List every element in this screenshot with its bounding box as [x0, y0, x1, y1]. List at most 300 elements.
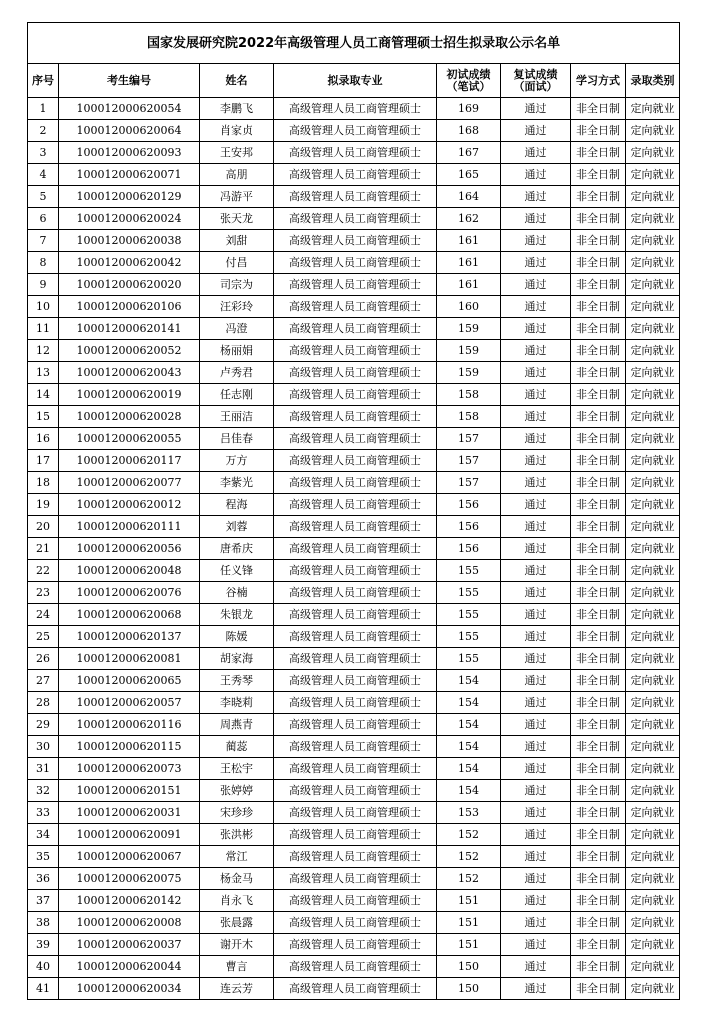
- cell-retest-result: 通过: [501, 494, 571, 516]
- cell-name: 高朋: [200, 164, 274, 186]
- cell-exam-id: 100012000620034: [59, 978, 200, 1000]
- cell-retest-result: 通过: [501, 538, 571, 560]
- cell-retest-result: 通过: [501, 318, 571, 340]
- cell-seq: 25: [28, 626, 59, 648]
- cell-admission-type: 定向就业: [626, 296, 680, 318]
- cell-seq: 29: [28, 714, 59, 736]
- table-row: [28, 186, 680, 208]
- cell-seq: 14: [28, 384, 59, 406]
- document-title: 国家发展研究院2022年高级管理人员工商管理硕士招生拟录取公示名单: [28, 23, 680, 64]
- cell-initial-score: 165: [437, 164, 501, 186]
- cell-study-mode: 非全日制: [571, 274, 626, 296]
- cell-seq: 26: [28, 648, 59, 670]
- cell-study-mode: 非全日制: [571, 208, 626, 230]
- cell-major: 高级管理人员工商管理硕士: [274, 582, 437, 604]
- cell-admission-type: 定向就业: [626, 692, 680, 714]
- cell-name: 程海: [200, 494, 274, 516]
- cell-initial-score: 152: [437, 846, 501, 868]
- table-row: [28, 934, 680, 956]
- table-row: [28, 164, 680, 186]
- cell-seq: 36: [28, 868, 59, 890]
- table-row: [28, 890, 680, 912]
- table-row: [28, 98, 680, 120]
- table-row: [28, 230, 680, 252]
- cell-initial-score: 156: [437, 538, 501, 560]
- cell-admission-type: 定向就业: [626, 230, 680, 252]
- cell-major: 高级管理人员工商管理硕士: [274, 230, 437, 252]
- cell-exam-id: 100012000620115: [59, 736, 200, 758]
- cell-name: 汪彩玲: [200, 296, 274, 318]
- cell-major: 高级管理人员工商管理硕士: [274, 164, 437, 186]
- cell-seq: 27: [28, 670, 59, 692]
- cell-initial-score: 168: [437, 120, 501, 142]
- cell-study-mode: 非全日制: [571, 868, 626, 890]
- cell-seq: 39: [28, 934, 59, 956]
- cell-exam-id: 100012000620075: [59, 868, 200, 890]
- cell-name: 付昌: [200, 252, 274, 274]
- cell-seq: 2: [28, 120, 59, 142]
- table-row: [28, 714, 680, 736]
- cell-seq: 35: [28, 846, 59, 868]
- cell-major: 高级管理人员工商管理硕士: [274, 450, 437, 472]
- cell-name: 吕佳春: [200, 428, 274, 450]
- table-row: [28, 648, 680, 670]
- table-row: [28, 450, 680, 472]
- cell-initial-score: 161: [437, 252, 501, 274]
- cell-initial-score: 151: [437, 912, 501, 934]
- cell-admission-type: 定向就业: [626, 978, 680, 1000]
- cell-name: 张婷婷: [200, 780, 274, 802]
- cell-exam-id: 100012000620093: [59, 142, 200, 164]
- cell-major: 高级管理人员工商管理硕士: [274, 604, 437, 626]
- cell-exam-id: 100012000620024: [59, 208, 200, 230]
- cell-name: 王松宇: [200, 758, 274, 780]
- cell-retest-result: 通过: [501, 98, 571, 120]
- cell-exam-id: 100012000620055: [59, 428, 200, 450]
- table-row: [28, 670, 680, 692]
- table-row: [28, 252, 680, 274]
- cell-retest-result: 通过: [501, 604, 571, 626]
- cell-admission-type: 定向就业: [626, 406, 680, 428]
- cell-retest-result: 通过: [501, 648, 571, 670]
- cell-study-mode: 非全日制: [571, 824, 626, 846]
- cell-seq: 9: [28, 274, 59, 296]
- cell-seq: 7: [28, 230, 59, 252]
- cell-study-mode: 非全日制: [571, 120, 626, 142]
- cell-name: 陈媛: [200, 626, 274, 648]
- cell-name: 常江: [200, 846, 274, 868]
- table-row: [28, 956, 680, 978]
- cell-seq: 37: [28, 890, 59, 912]
- cell-initial-score: 154: [437, 780, 501, 802]
- cell-exam-id: 100012000620008: [59, 912, 200, 934]
- cell-study-mode: 非全日制: [571, 98, 626, 120]
- cell-admission-type: 定向就业: [626, 912, 680, 934]
- cell-seq: 13: [28, 362, 59, 384]
- cell-admission-type: 定向就业: [626, 274, 680, 296]
- cell-retest-result: 通过: [501, 450, 571, 472]
- cell-admission-type: 定向就业: [626, 186, 680, 208]
- cell-name: 任志刚: [200, 384, 274, 406]
- header-initial-score: [437, 64, 501, 98]
- table-row: [28, 978, 680, 1000]
- cell-exam-id: 100012000620151: [59, 780, 200, 802]
- cell-initial-score: 152: [437, 868, 501, 890]
- cell-study-mode: 非全日制: [571, 714, 626, 736]
- cell-initial-score: 155: [437, 560, 501, 582]
- cell-seq: 5: [28, 186, 59, 208]
- cell-exam-id: 100012000620028: [59, 406, 200, 428]
- cell-major: 高级管理人员工商管理硕士: [274, 274, 437, 296]
- table-row: [28, 472, 680, 494]
- cell-major: 高级管理人员工商管理硕士: [274, 252, 437, 274]
- cell-name: 卢秀君: [200, 362, 274, 384]
- cell-major: 高级管理人员工商管理硕士: [274, 714, 437, 736]
- cell-study-mode: 非全日制: [571, 384, 626, 406]
- cell-name: 司宗为: [200, 274, 274, 296]
- cell-seq: 28: [28, 692, 59, 714]
- cell-major: 高级管理人员工商管理硕士: [274, 758, 437, 780]
- cell-seq: 23: [28, 582, 59, 604]
- cell-initial-score: 150: [437, 956, 501, 978]
- cell-retest-result: 通过: [501, 714, 571, 736]
- cell-retest-result: 通过: [501, 340, 571, 362]
- cell-study-mode: 非全日制: [571, 362, 626, 384]
- cell-major: 高级管理人员工商管理硕士: [274, 934, 437, 956]
- cell-study-mode: 非全日制: [571, 780, 626, 802]
- header-retest-line1: 复试成绩: [513, 67, 558, 81]
- cell-initial-score: 150: [437, 978, 501, 1000]
- cell-seq: 4: [28, 164, 59, 186]
- cell-admission-type: 定向就业: [626, 516, 680, 538]
- cell-admission-type: 定向就业: [626, 142, 680, 164]
- cell-retest-result: 通过: [501, 230, 571, 252]
- header-study-mode: 学习方式: [571, 64, 626, 98]
- cell-major: 高级管理人员工商管理硕士: [274, 494, 437, 516]
- cell-admission-type: 定向就业: [626, 868, 680, 890]
- table-row: [28, 912, 680, 934]
- cell-name: 任义锋: [200, 560, 274, 582]
- cell-admission-type: 定向就业: [626, 494, 680, 516]
- cell-major: 高级管理人员工商管理硕士: [274, 824, 437, 846]
- cell-initial-score: 156: [437, 516, 501, 538]
- cell-study-mode: 非全日制: [571, 296, 626, 318]
- cell-admission-type: 定向就业: [626, 824, 680, 846]
- table-row: [28, 406, 680, 428]
- cell-major: 高级管理人员工商管理硕士: [274, 692, 437, 714]
- cell-retest-result: 通过: [501, 758, 571, 780]
- cell-study-mode: 非全日制: [571, 406, 626, 428]
- cell-major: 高级管理人员工商管理硕士: [274, 428, 437, 450]
- cell-initial-score: 154: [437, 758, 501, 780]
- table-row: [28, 384, 680, 406]
- cell-retest-result: 通过: [501, 252, 571, 274]
- cell-study-mode: 非全日制: [571, 934, 626, 956]
- cell-seq: 11: [28, 318, 59, 340]
- header-admission-type: 录取类别: [626, 64, 680, 98]
- cell-name: 宋珍珍: [200, 802, 274, 824]
- cell-initial-score: 158: [437, 384, 501, 406]
- table-row: [28, 538, 680, 560]
- cell-initial-score: 161: [437, 274, 501, 296]
- admission-list-sheet: [27, 22, 679, 1000]
- cell-exam-id: 100012000620052: [59, 340, 200, 362]
- cell-retest-result: 通过: [501, 472, 571, 494]
- cell-exam-id: 100012000620038: [59, 230, 200, 252]
- cell-retest-result: 通过: [501, 780, 571, 802]
- cell-name: 连云芳: [200, 978, 274, 1000]
- cell-exam-id: 100012000620044: [59, 956, 200, 978]
- table-row: [28, 274, 680, 296]
- cell-seq: 19: [28, 494, 59, 516]
- cell-seq: 20: [28, 516, 59, 538]
- cell-retest-result: 通过: [501, 208, 571, 230]
- cell-retest-result: 通过: [501, 626, 571, 648]
- cell-initial-score: 153: [437, 802, 501, 824]
- header-name: 姓名: [200, 64, 274, 98]
- cell-exam-id: 100012000620012: [59, 494, 200, 516]
- cell-retest-result: 通过: [501, 802, 571, 824]
- cell-seq: 6: [28, 208, 59, 230]
- table-row: [28, 340, 680, 362]
- cell-admission-type: 定向就业: [626, 98, 680, 120]
- cell-study-mode: 非全日制: [571, 890, 626, 912]
- cell-name: 谢开木: [200, 934, 274, 956]
- table-row: [28, 692, 680, 714]
- cell-major: 高级管理人员工商管理硕士: [274, 736, 437, 758]
- cell-study-mode: 非全日制: [571, 252, 626, 274]
- header-initial-score-line2: （笔试）: [446, 79, 491, 93]
- cell-name: 唐希庆: [200, 538, 274, 560]
- cell-admission-type: 定向就业: [626, 362, 680, 384]
- cell-seq: 17: [28, 450, 59, 472]
- cell-initial-score: 155: [437, 626, 501, 648]
- cell-admission-type: 定向就业: [626, 318, 680, 340]
- cell-exam-id: 100012000620048: [59, 560, 200, 582]
- cell-exam-id: 100012000620031: [59, 802, 200, 824]
- cell-name: 王秀琴: [200, 670, 274, 692]
- cell-name: 谷楠: [200, 582, 274, 604]
- cell-exam-id: 100012000620111: [59, 516, 200, 538]
- cell-major: 高级管理人员工商管理硕士: [274, 98, 437, 120]
- cell-name: 冯游平: [200, 186, 274, 208]
- cell-exam-id: 100012000620067: [59, 846, 200, 868]
- cell-admission-type: 定向就业: [626, 560, 680, 582]
- cell-seq: 10: [28, 296, 59, 318]
- header-retest-line2: （面试）: [513, 79, 558, 93]
- cell-initial-score: 155: [437, 648, 501, 670]
- cell-retest-result: 通过: [501, 956, 571, 978]
- cell-seq: 38: [28, 912, 59, 934]
- cell-name: 曹言: [200, 956, 274, 978]
- cell-name: 刘蓉: [200, 516, 274, 538]
- cell-study-mode: 非全日制: [571, 560, 626, 582]
- cell-name: 刘甜: [200, 230, 274, 252]
- cell-study-mode: 非全日制: [571, 318, 626, 340]
- cell-major: 高级管理人员工商管理硕士: [274, 384, 437, 406]
- cell-retest-result: 通过: [501, 362, 571, 384]
- cell-retest-result: 通过: [501, 868, 571, 890]
- cell-seq: 16: [28, 428, 59, 450]
- cell-admission-type: 定向就业: [626, 934, 680, 956]
- cell-initial-score: 162: [437, 208, 501, 230]
- cell-study-mode: 非全日制: [571, 538, 626, 560]
- table-row: [28, 582, 680, 604]
- cell-admission-type: 定向就业: [626, 780, 680, 802]
- cell-initial-score: 157: [437, 428, 501, 450]
- cell-exam-id: 100012000620137: [59, 626, 200, 648]
- cell-name: 朱银龙: [200, 604, 274, 626]
- cell-seq: 31: [28, 758, 59, 780]
- cell-admission-type: 定向就业: [626, 472, 680, 494]
- cell-exam-id: 100012000620142: [59, 890, 200, 912]
- table-row: [28, 516, 680, 538]
- cell-retest-result: 通过: [501, 890, 571, 912]
- cell-admission-type: 定向就业: [626, 340, 680, 362]
- cell-major: 高级管理人员工商管理硕士: [274, 120, 437, 142]
- cell-retest-result: 通过: [501, 516, 571, 538]
- table-row: [28, 626, 680, 648]
- cell-study-mode: 非全日制: [571, 428, 626, 450]
- cell-admission-type: 定向就业: [626, 956, 680, 978]
- cell-exam-id: 100012000620141: [59, 318, 200, 340]
- cell-initial-score: 152: [437, 824, 501, 846]
- header-major: 拟录取专业: [274, 64, 437, 98]
- cell-major: 高级管理人员工商管理硕士: [274, 846, 437, 868]
- cell-name: 李晓莉: [200, 692, 274, 714]
- cell-seq: 3: [28, 142, 59, 164]
- cell-name: 张晨露: [200, 912, 274, 934]
- cell-study-mode: 非全日制: [571, 912, 626, 934]
- cell-admission-type: 定向就业: [626, 582, 680, 604]
- cell-major: 高级管理人员工商管理硕士: [274, 472, 437, 494]
- cell-name: 胡家海: [200, 648, 274, 670]
- cell-exam-id: 100012000620019: [59, 384, 200, 406]
- cell-seq: 15: [28, 406, 59, 428]
- cell-admission-type: 定向就业: [626, 164, 680, 186]
- cell-exam-id: 100012000620129: [59, 186, 200, 208]
- cell-retest-result: 通过: [501, 428, 571, 450]
- cell-exam-id: 100012000620073: [59, 758, 200, 780]
- cell-name: 张洪彬: [200, 824, 274, 846]
- cell-major: 高级管理人员工商管理硕士: [274, 538, 437, 560]
- cell-seq: 33: [28, 802, 59, 824]
- cell-major: 高级管理人员工商管理硕士: [274, 912, 437, 934]
- cell-initial-score: 155: [437, 604, 501, 626]
- cell-study-mode: 非全日制: [571, 186, 626, 208]
- cell-major: 高级管理人员工商管理硕士: [274, 340, 437, 362]
- cell-initial-score: 160: [437, 296, 501, 318]
- cell-major: 高级管理人员工商管理硕士: [274, 142, 437, 164]
- table-row: [28, 494, 680, 516]
- cell-major: 高级管理人员工商管理硕士: [274, 406, 437, 428]
- cell-retest-result: 通过: [501, 296, 571, 318]
- cell-study-mode: 非全日制: [571, 736, 626, 758]
- cell-initial-score: 159: [437, 318, 501, 340]
- cell-major: 高级管理人员工商管理硕士: [274, 670, 437, 692]
- cell-retest-result: 通过: [501, 934, 571, 956]
- cell-initial-score: 159: [437, 340, 501, 362]
- cell-name: 李紫光: [200, 472, 274, 494]
- cell-seq: 32: [28, 780, 59, 802]
- cell-study-mode: 非全日制: [571, 142, 626, 164]
- cell-initial-score: 154: [437, 714, 501, 736]
- header-initial-score-line1: 初试成绩: [446, 67, 491, 81]
- cell-seq: 12: [28, 340, 59, 362]
- cell-study-mode: 非全日制: [571, 670, 626, 692]
- cell-name: 周燕青: [200, 714, 274, 736]
- admission-table: [27, 22, 680, 1000]
- cell-seq: 34: [28, 824, 59, 846]
- cell-major: 高级管理人员工商管理硕士: [274, 362, 437, 384]
- cell-initial-score: 159: [437, 362, 501, 384]
- cell-name: 张天龙: [200, 208, 274, 230]
- cell-exam-id: 100012000620054: [59, 98, 200, 120]
- cell-seq: 18: [28, 472, 59, 494]
- cell-major: 高级管理人员工商管理硕士: [274, 186, 437, 208]
- cell-seq: 21: [28, 538, 59, 560]
- cell-admission-type: 定向就业: [626, 890, 680, 912]
- cell-study-mode: 非全日制: [571, 472, 626, 494]
- table-row: [28, 802, 680, 824]
- cell-study-mode: 非全日制: [571, 494, 626, 516]
- cell-study-mode: 非全日制: [571, 692, 626, 714]
- cell-exam-id: 100012000620081: [59, 648, 200, 670]
- cell-study-mode: 非全日制: [571, 582, 626, 604]
- cell-initial-score: 154: [437, 670, 501, 692]
- cell-admission-type: 定向就业: [626, 626, 680, 648]
- cell-name: 杨丽娟: [200, 340, 274, 362]
- cell-retest-result: 通过: [501, 274, 571, 296]
- table-row: [28, 428, 680, 450]
- header-retest: [501, 64, 571, 98]
- cell-major: 高级管理人员工商管理硕士: [274, 978, 437, 1000]
- cell-initial-score: 158: [437, 406, 501, 428]
- cell-admission-type: 定向就业: [626, 846, 680, 868]
- cell-admission-type: 定向就业: [626, 252, 680, 274]
- table-row: [28, 736, 680, 758]
- cell-exam-id: 100012000620077: [59, 472, 200, 494]
- cell-seq: 41: [28, 978, 59, 1000]
- cell-initial-score: 167: [437, 142, 501, 164]
- cell-retest-result: 通过: [501, 846, 571, 868]
- cell-major: 高级管理人员工商管理硕士: [274, 626, 437, 648]
- cell-name: 肖家贞: [200, 120, 274, 142]
- cell-exam-id: 100012000620037: [59, 934, 200, 956]
- cell-study-mode: 非全日制: [571, 978, 626, 1000]
- cell-major: 高级管理人员工商管理硕士: [274, 516, 437, 538]
- cell-admission-type: 定向就业: [626, 428, 680, 450]
- cell-major: 高级管理人员工商管理硕士: [274, 802, 437, 824]
- cell-retest-result: 通过: [501, 736, 571, 758]
- cell-exam-id: 100012000620056: [59, 538, 200, 560]
- cell-exam-id: 100012000620065: [59, 670, 200, 692]
- cell-retest-result: 通过: [501, 120, 571, 142]
- cell-initial-score: 154: [437, 692, 501, 714]
- header-seq: 序号: [28, 64, 59, 98]
- table-row: [28, 824, 680, 846]
- table-row: [28, 208, 680, 230]
- cell-exam-id: 100012000620071: [59, 164, 200, 186]
- cell-name: 王安邦: [200, 142, 274, 164]
- cell-name: 肖永飞: [200, 890, 274, 912]
- cell-retest-result: 通过: [501, 384, 571, 406]
- cell-admission-type: 定向就业: [626, 450, 680, 472]
- cell-seq: 1: [28, 98, 59, 120]
- cell-major: 高级管理人员工商管理硕士: [274, 780, 437, 802]
- cell-name: 蔺蕊: [200, 736, 274, 758]
- cell-name: 王丽洁: [200, 406, 274, 428]
